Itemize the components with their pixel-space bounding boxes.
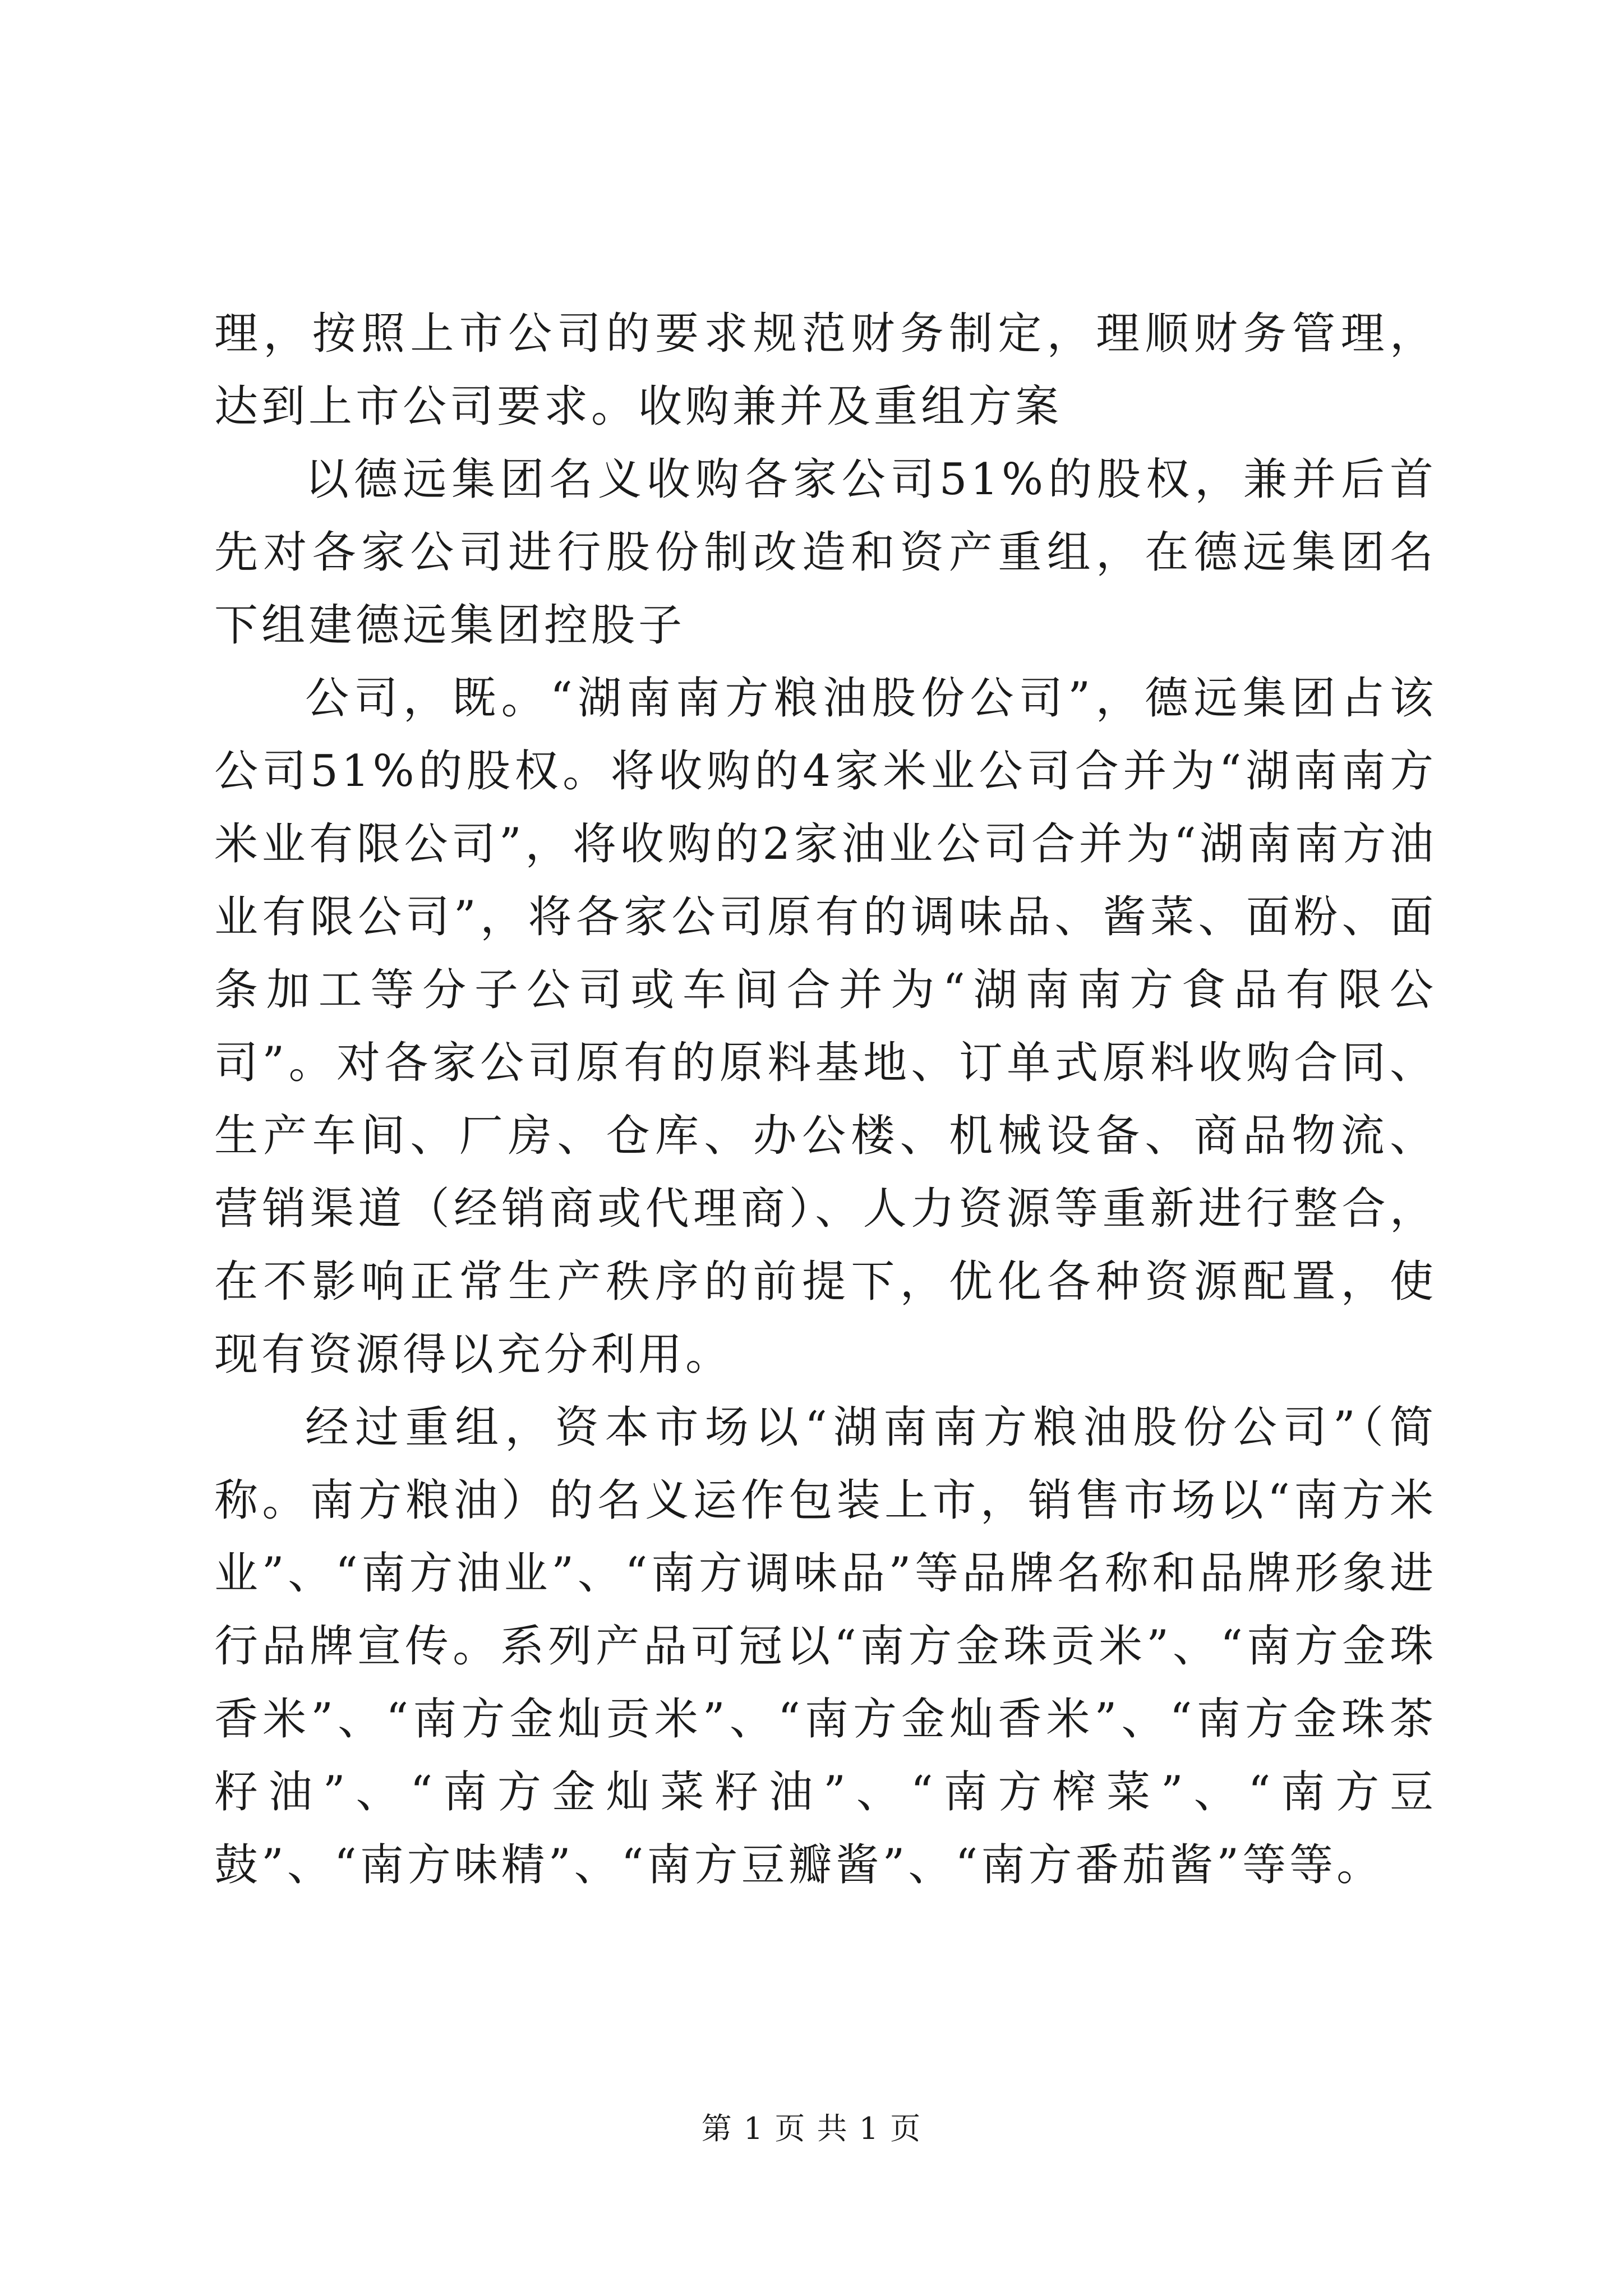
page-number-footer: 第 1 页 共 1 页: [701, 2111, 922, 2146]
paragraph-company-merger: 公司，既。“湖南南方粮油股份公司”，德远集团占该公司51%的股权。将收购的4家米业公司合并为“湖南南方米业有限公司”，将收购的2家油业公司合并为“湖南南方油业有限公司”，将各家公司原有的调味品、酱菜、面粉、面条加工等分子公司或车间合并为“湖南南方食品有限公司”。对各家公司原有的原料基地、订单式原料收购合同、生产车间、厂房、仓库、办公楼、机械设备、商品物流、营销渠道（经销商或代理商）、人力资源等重新进行整合，在不影响正常生产秩序的前提下，优化各种资源配置，使现有资源得以充分利用。: [214, 673, 1437, 1380]
paragraph-continuation: 理，按照上市公司的要求规范财务制定，理顺财务管理，达到上市公司要求。收购兼并及重组方案: [214, 309, 1437, 432]
paragraph-branding: 经过重组，资本市场以“湖南南方粮油股份公司”（简称。南方粮油）的名义运作包装上市，销售市场以“南方米业”、“南方油业”、“南方调味品”等品牌名称和品牌形象进行品牌宣传。系列产品可冠以“南方金珠贡米”、“南方金珠香米”、“南方金灿贡米”、“南方金灿香米”、“南方金珠茶籽油”、“南方金灿菜籽油”、“南方榨菜”、“南方豆鼓”、“南方味精”、“南方豆瓣酱”、“南方番茄酱”等等。: [214, 1402, 1437, 1890]
document-body: [214, 297, 1437, 1902]
paragraph-acquisition: 以德远集团名义收购各家公司51%的股权，兼并后首先对各家公司进行股份制改造和资产重组，在德远集团名下组建德远集团控股子: [214, 454, 1437, 651]
